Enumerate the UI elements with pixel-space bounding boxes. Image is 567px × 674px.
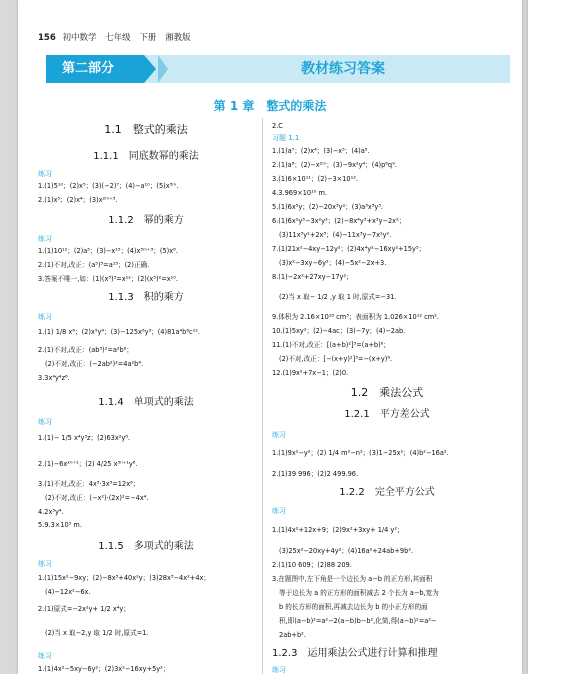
answer-line: 2.(1)不对,改正：(ab³)²=a²b⁶； bbox=[38, 346, 133, 354]
answer-line: b 的长方形的面积,再减去边长为 b 的小正方形的面 bbox=[279, 603, 428, 611]
answer-line: 4.3.969×10¹⁰ m. bbox=[272, 189, 327, 197]
answer-line: (3)25x²−20xy+4y²；(4)16a²+24ab+9b². bbox=[279, 547, 414, 555]
banner-title: 教材练习答案 bbox=[301, 61, 385, 77]
answer-line: 2.(1)x⁵；(2)x⁴；(3)x²ᵐ⁺³. bbox=[38, 196, 118, 204]
answer-line: (4)−12x²−6x. bbox=[45, 588, 91, 596]
exercise-tag: 练习 bbox=[38, 418, 52, 426]
subsection-heading: 1.2.1 平方差公式 bbox=[344, 409, 430, 420]
answer-line: 12.(1)9x²+7x−1；(2)0. bbox=[272, 369, 349, 377]
answer-line: (2)当 x 取− 1/2 ,y 取 1 时,原式=−31. bbox=[279, 293, 397, 301]
column-divider bbox=[262, 118, 263, 674]
answer-line: 9.体积为 2.16×10¹⁸ cm³；表面积为 1.026×10¹² cm². bbox=[272, 313, 439, 321]
answer-line: (3)x²−3xy−6y²；(4)−5x²−2x+3. bbox=[279, 259, 387, 267]
answer-line: 1.(1)15x²−9xy；(2)−8x³+40x²y；(3)28x³−4x²+4x； bbox=[38, 574, 211, 582]
answer-line: 3.3x⁴y⁴z⁶. bbox=[38, 374, 70, 382]
answer-line: (2)当 x 取−2,y 取 1/2 时,原式=1. bbox=[45, 629, 149, 637]
exercise-tag: 习题 1.1 bbox=[272, 134, 300, 142]
header-book: 初中数学 bbox=[62, 33, 97, 43]
answer-line: 等于边长为 a 的正方形的面积减去 2 个长为 a−b,宽为 bbox=[279, 589, 439, 597]
exercise-tag: 练习 bbox=[272, 431, 286, 439]
section-banner bbox=[46, 55, 510, 83]
answer-line: 1.(1)9x²−y²；(2) 1/4 m²−n²；(3)1−25x²；(4)b²−16a². bbox=[272, 449, 449, 457]
section-heading: 1.2 乘法公式 bbox=[350, 386, 424, 399]
exercise-tag: 练习 bbox=[272, 666, 286, 674]
subsection-heading: 1.1.4 单项式的乘法 bbox=[98, 397, 194, 408]
answer-line: 3.(1)不对,改正：4x³·3x³=12x⁶； bbox=[38, 480, 140, 488]
subsection-heading: 1.1.5 多项式的乘法 bbox=[98, 541, 194, 552]
answer-line: 6.(1)6x²y³−3x²y²；(2)−8x⁴y³+x³y−2x²； bbox=[272, 217, 406, 225]
answer-line: 2.(1)−6x²ⁿ⁺¹；(2) 4/25 x³ⁿ⁺¹y⁸. bbox=[38, 460, 138, 468]
answer-line: 3.在题图中,左下角是一个边长为 a−b 的正方形,其面积 bbox=[272, 575, 433, 583]
answer-line: 10.(1)5xy²；(2)−4ac；(3)−7y；(4)−2ab. bbox=[272, 327, 406, 335]
answer-line: (2)不对,改正：[−(x+y)²]³=−(x+y)⁶. bbox=[279, 355, 393, 363]
subsection-heading: 1.2.2 完全平方公式 bbox=[339, 487, 435, 498]
header-grade: 七年级 bbox=[105, 33, 131, 43]
page-header bbox=[38, 31, 197, 43]
answer-line: 2.C bbox=[272, 122, 283, 130]
answer-line: 2.(1)原式=−2x²y+ 1/2 x⁴y； bbox=[38, 605, 130, 613]
answer-line: 8.(1)−2x²+27xy−17y²； bbox=[272, 273, 353, 281]
subsection-heading: 1.2.3 运用乘法公式进行计算和推理 bbox=[272, 648, 438, 659]
answer-line: 7.(1)21x²−4xy−12y²；(2)4x⁴y²−16xy²+15y⁵； bbox=[272, 245, 426, 253]
answer-line: 5.(1)6x⁵y；(2)−20x³y²；(3)a³x³y³. bbox=[272, 203, 384, 211]
answer-line: 1.(1)5¹⁰；(2)x⁵；(3)(−2)⁷；(4)−a¹⁰；(5)x³ᵐ. bbox=[38, 182, 179, 190]
answer-line: 2.(1)10 609；(2)88 209. bbox=[272, 561, 352, 569]
exercise-tag: 练习 bbox=[272, 507, 286, 515]
answer-line: 2ab+b². bbox=[279, 631, 306, 639]
subsection-heading: 1.1.3 积的乘方 bbox=[108, 292, 184, 303]
part-label: 第二部分 bbox=[46, 55, 144, 83]
document-page bbox=[18, 0, 522, 674]
exercise-tag: 练习 bbox=[38, 235, 52, 243]
exercise-tag: 练习 bbox=[38, 170, 52, 178]
answer-line: 4.2x³y⁴. bbox=[38, 508, 64, 516]
answer-line: 2.(1)不对,改正：(a⁵)³=a¹⁵；(2)正确. bbox=[38, 261, 150, 269]
answer-line: 1.(1)a⁷；(2)x⁴；(3)−x⁵；(4)a⁸. bbox=[272, 147, 370, 155]
answer-line: 5.9.3×10⁵ m. bbox=[38, 521, 82, 529]
answer-line: 1.(1)4x²−5xy−6y²；(2)3x²−16xy+5y²； bbox=[38, 665, 170, 673]
exercise-tag: 练习 bbox=[38, 560, 52, 568]
answer-line: (2)不对,改正：(−2ab²)²=4a²b⁴. bbox=[45, 360, 144, 368]
exercise-tag: 练习 bbox=[38, 313, 52, 321]
banner-arrow-icon bbox=[158, 55, 168, 83]
answer-line: 2.(1)39 996；(2)2 499.96. bbox=[272, 470, 359, 478]
answer-line: (2)不对,改正：(−x²)·(2x)²=−4x⁴. bbox=[45, 494, 149, 502]
answer-line: 3.答案不唯一,如：(1)(x³)³=x¹²；(2)(x⁵)²=x¹⁰. bbox=[38, 275, 179, 283]
answer-line: 1.(1)10¹²；(2)a⁵；(3)−x¹⁵；(4)x³ᵐ⁺³；(5)x⁸. bbox=[38, 247, 178, 255]
section-heading: 1.1 整式的乘法 bbox=[104, 123, 188, 136]
page-number: 156 bbox=[38, 33, 56, 43]
answer-line: 1.(1)4x²+12x+9；(2)9x²+3xy+ 1/4 y²； bbox=[272, 526, 404, 534]
answer-line: 11.(1)不对,改正：[(a+b)²]³=(a+b)⁶； bbox=[272, 341, 390, 349]
subsection-heading: 1.1.1 同底数幂的乘法 bbox=[93, 151, 199, 162]
next-page-edge bbox=[528, 0, 567, 674]
answer-line: 3.(1)6×10¹¹；(2)−3×10¹². bbox=[272, 175, 358, 183]
answer-line: 2.(1)a⁸；(2)−x²ᵐ；(3)−9x²y⁴；(4)p⁶q⁹. bbox=[272, 161, 397, 169]
header-edition: 湘教版 bbox=[165, 33, 191, 43]
chapter-title: 第 1 章 整式的乘法 bbox=[213, 99, 327, 113]
answer-line: 积,即(a−b)²=a²−2(a−b)b−b²,化简,得(a−b)²=a²− bbox=[279, 617, 437, 625]
header-volume: 下册 bbox=[139, 33, 157, 43]
answer-line: 1.(1) 1/8 x⁶；(2)x⁵y⁴；(3)−125x⁶y³；(4)81a⁴b⁸c¹². bbox=[38, 328, 200, 336]
answer-line: 1.(1)− 1/5 x⁴y³z；(2)63x²y⁸. bbox=[38, 434, 131, 442]
exercise-tag: 练习 bbox=[38, 652, 52, 660]
answer-line: (3)11x³y²+2x³；(4)−11x³y−7x²y². bbox=[279, 231, 392, 239]
subsection-heading: 1.1.2 幂的乘方 bbox=[108, 215, 184, 226]
